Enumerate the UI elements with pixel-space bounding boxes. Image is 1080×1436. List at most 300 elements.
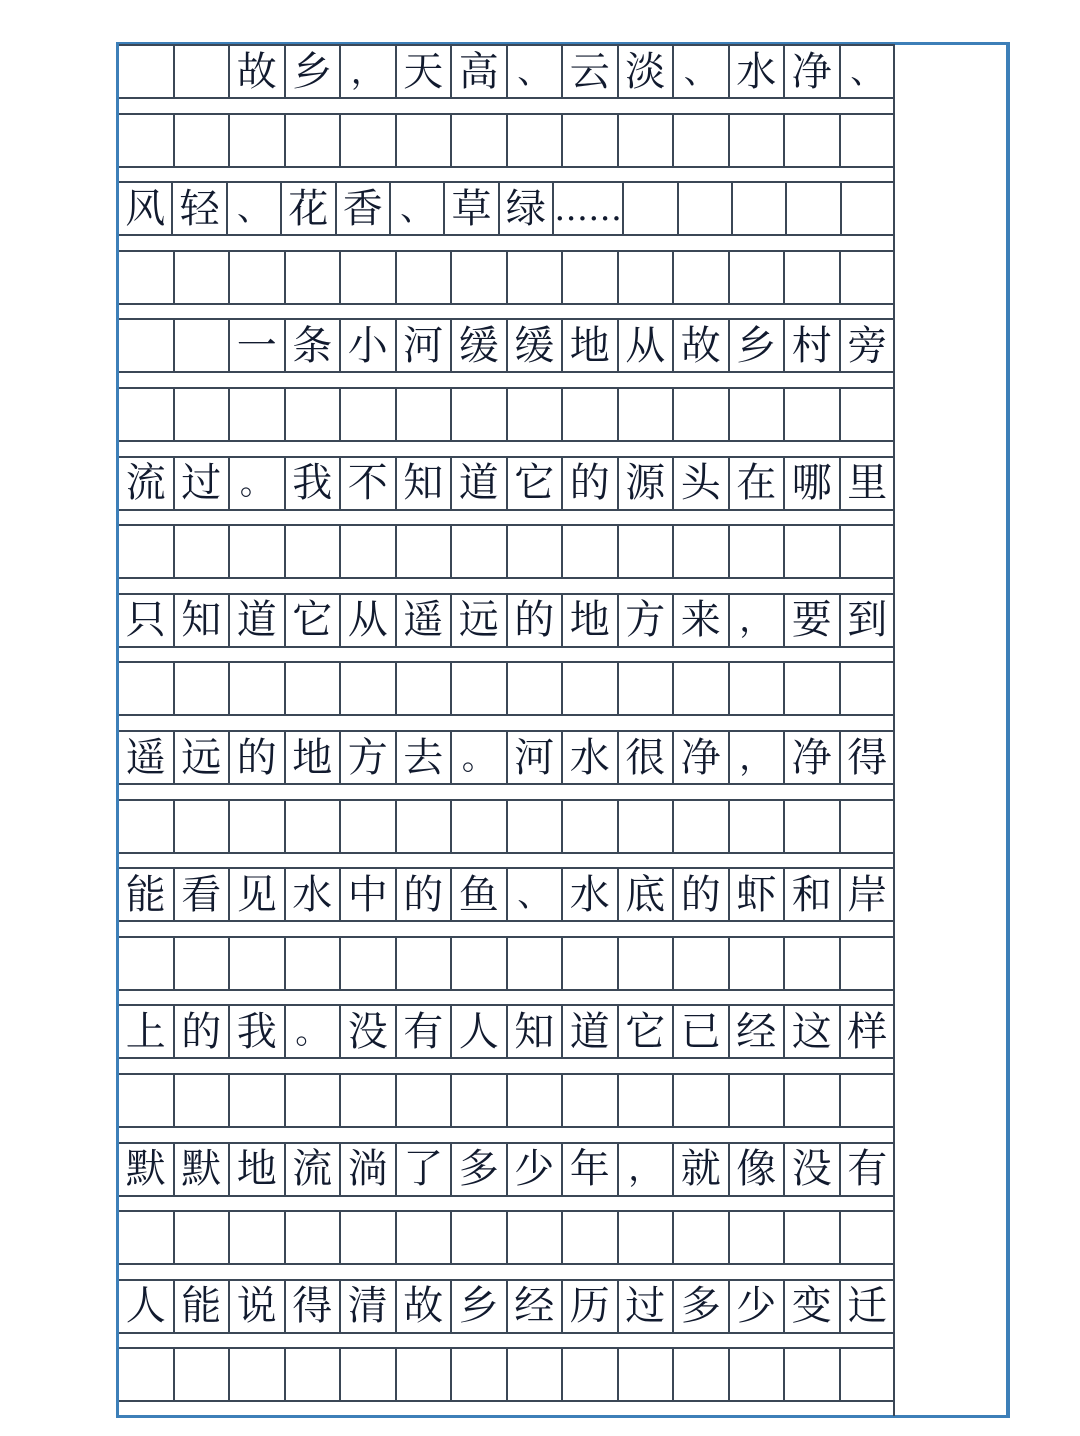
grid-cell (286, 252, 342, 303)
handwritten-character: 水 (563, 732, 619, 783)
grid-cell (286, 115, 342, 166)
grid-cell (286, 938, 342, 989)
grid-cell (230, 1075, 286, 1126)
blank-row (119, 799, 894, 854)
grid-cell (230, 115, 286, 166)
grid-cell (341, 1075, 397, 1126)
handwritten-character: 小 (341, 320, 397, 371)
grid-cell (563, 252, 619, 303)
grid-cell (175, 938, 231, 989)
handwritten-character: 源 (619, 458, 675, 509)
grid-cell (563, 1212, 619, 1263)
grid-cell (785, 526, 841, 577)
grid-cell (397, 1349, 453, 1400)
text-row (119, 318, 894, 373)
handwritten-character: 道 (230, 595, 286, 646)
handwritten-character: 淡 (619, 46, 675, 97)
grid-cell (175, 1075, 231, 1126)
grid-cell (230, 801, 286, 852)
handwritten-character: 已 (674, 1006, 730, 1057)
handwritten-character: 它 (619, 1006, 675, 1057)
grid-cell (230, 663, 286, 714)
grid-cell (175, 526, 231, 577)
grid-cell (119, 115, 175, 166)
grid-cell (841, 1212, 895, 1263)
handwritten-character: 看 (175, 869, 231, 920)
grid-cell (508, 938, 564, 989)
grid-cell (841, 1075, 895, 1126)
handwritten-character: 从 (341, 595, 397, 646)
grid-cell (341, 389, 397, 440)
grid-cell (397, 252, 453, 303)
blank-row (119, 1347, 894, 1402)
handwritten-character: 很 (619, 732, 675, 783)
grid-cell (733, 183, 787, 234)
grid-cell (730, 1349, 786, 1400)
grid-cell (397, 389, 453, 440)
grid-cell (563, 663, 619, 714)
grid-cell (619, 389, 675, 440)
handwritten-character: 知 (508, 1006, 564, 1057)
grid-cell (563, 115, 619, 166)
handwritten-character: 默 (119, 1144, 175, 1195)
grid-cell (508, 663, 564, 714)
grid-cell (452, 663, 508, 714)
handwritten-character: 经 (508, 1281, 564, 1332)
handwritten-character: 哪 (785, 458, 841, 509)
blank-row (119, 387, 894, 442)
grid-cell (508, 1075, 564, 1126)
handwritten-character: 人 (452, 1006, 508, 1057)
handwritten-character: 有 (397, 1006, 453, 1057)
handwritten-character: 要 (785, 595, 841, 646)
handwritten-character: 过 (619, 1281, 675, 1332)
grid-cell (674, 1212, 730, 1263)
handwritten-character: 、 (508, 46, 564, 97)
handwritten-character: 过 (175, 458, 231, 509)
grid-cell (119, 1349, 175, 1400)
handwritten-character: 少 (730, 1281, 786, 1332)
grid-cell (674, 801, 730, 852)
text-row (119, 44, 894, 99)
blank-row (119, 936, 894, 991)
handwritten-character: 。 (452, 732, 508, 783)
handwritten-character: 迁 (847, 1283, 888, 1330)
blank-row (119, 524, 894, 579)
handwritten-character: 远 (175, 732, 231, 783)
handwritten-character: 得 (286, 1281, 342, 1332)
handwritten-character: 缓 (508, 320, 564, 371)
handwritten-character: 像 (730, 1144, 786, 1195)
grid-cell (841, 526, 895, 577)
grid-cell (563, 938, 619, 989)
grid-cell (119, 938, 175, 989)
grid-cell (286, 526, 342, 577)
grid-cell (508, 526, 564, 577)
handwritten-character: 道 (452, 458, 508, 509)
grid-cell (508, 1349, 564, 1400)
handwritten-character: 头 (674, 458, 730, 509)
grid-cell (341, 526, 397, 577)
handwritten-character: 道 (563, 1006, 619, 1057)
grid-cell (563, 526, 619, 577)
handwritten-character: 能 (175, 1281, 231, 1332)
grid-cell (175, 320, 231, 371)
handwritten-character: 香 (337, 183, 391, 234)
grid-cell (341, 938, 397, 989)
grid-cell (175, 252, 231, 303)
grid-cell (230, 526, 286, 577)
blank-row (119, 1073, 894, 1128)
handwritten-character: 这 (785, 1006, 841, 1057)
grid-cell (397, 1212, 453, 1263)
handwritten-character: 故 (674, 320, 730, 371)
grid-cell (175, 389, 231, 440)
handwritten-character: 远 (452, 595, 508, 646)
handwritten-character: 高 (452, 46, 508, 97)
grid-cell (508, 115, 564, 166)
grid-cell (286, 1349, 342, 1400)
handwritten-character: 虾 (730, 869, 786, 920)
grid-cell (175, 663, 231, 714)
grid-cell (397, 801, 453, 852)
grid-cell (674, 115, 730, 166)
handwritten-character: 就 (674, 1144, 730, 1195)
blank-row (119, 250, 894, 305)
handwritten-character: 故 (397, 1281, 453, 1332)
grid-cell (341, 115, 397, 166)
grid-cell (619, 938, 675, 989)
grid-cell (397, 663, 453, 714)
grid-cell (452, 526, 508, 577)
handwritten-character: …… (554, 183, 624, 234)
grid-cell (452, 801, 508, 852)
handwritten-character: 只 (119, 595, 175, 646)
grid-cell (119, 1212, 175, 1263)
handwritten-character: 条 (286, 320, 342, 371)
text-row (119, 456, 894, 511)
handwritten-character: 得 (847, 734, 888, 781)
handwritten-character: 水 (563, 869, 619, 920)
grid-cell (619, 1212, 675, 1263)
handwritten-character: 遥 (119, 732, 175, 783)
blank-row (119, 113, 894, 168)
blank-row (119, 1210, 894, 1265)
handwritten-character: 历 (563, 1281, 619, 1332)
grid-cell (619, 801, 675, 852)
grid-cell (841, 115, 895, 166)
grid-cell (286, 1075, 342, 1126)
text-row (119, 1142, 894, 1197)
handwritten-character: 知 (175, 595, 231, 646)
handwritten-character: 天 (397, 46, 453, 97)
text-row (119, 730, 894, 785)
handwritten-character: 河 (508, 732, 564, 783)
grid-cell (286, 801, 342, 852)
grid-cell (563, 1075, 619, 1126)
handwritten-character: 遥 (397, 595, 453, 646)
text-row (119, 1279, 894, 1334)
handwritten-character: 风 (119, 183, 173, 234)
handwritten-character: 它 (286, 595, 342, 646)
grid-cell (674, 252, 730, 303)
grid-cell (787, 183, 841, 234)
grid-cell (730, 1075, 786, 1126)
handwritten-character: 经 (730, 1006, 786, 1057)
handwritten-character: 河 (397, 320, 453, 371)
grid-cell (230, 1349, 286, 1400)
grid-cell (674, 663, 730, 714)
handwritten-character: 和 (785, 869, 841, 920)
grid-cell (674, 1075, 730, 1126)
grid-cell (563, 389, 619, 440)
handwritten-character: 缓 (452, 320, 508, 371)
handwritten-character: 旁 (847, 322, 888, 369)
grid-cell (119, 252, 175, 303)
handwritten-character: 地 (286, 732, 342, 783)
handwritten-character: 流 (119, 458, 175, 509)
handwritten-character: 一 (230, 320, 286, 371)
grid-cell (119, 1075, 175, 1126)
grid-cell (175, 1349, 231, 1400)
grid-cell (397, 938, 453, 989)
grid-cell (341, 1349, 397, 1400)
grid-cell (619, 526, 675, 577)
handwritten-character: 了 (397, 1144, 453, 1195)
grid-cell (341, 801, 397, 852)
grid-cell (730, 389, 786, 440)
handwritten-character: 净 (785, 732, 841, 783)
handwritten-character: 绿 (500, 183, 554, 234)
grid-cell (452, 938, 508, 989)
grid-cell (674, 938, 730, 989)
handwritten-character: 多 (452, 1144, 508, 1195)
handwritten-character: 地 (230, 1144, 286, 1195)
grid-cell (341, 663, 397, 714)
grid-cell (619, 1075, 675, 1126)
grid-cell (785, 938, 841, 989)
grid-cell (452, 1349, 508, 1400)
handwritten-character: ， (619, 1144, 675, 1195)
handwritten-character: 到 (847, 597, 888, 644)
handwritten-character: 我 (230, 1006, 286, 1057)
grid-cell (286, 389, 342, 440)
grid-cell (452, 1212, 508, 1263)
handwritten-character: ， (730, 732, 786, 783)
handwritten-character: 从 (619, 320, 675, 371)
handwritten-character: 岸 (847, 871, 888, 918)
handwritten-character: 清 (341, 1281, 397, 1332)
grid-cell (175, 1212, 231, 1263)
grid-cell (397, 526, 453, 577)
handwritten-character: 、 (508, 869, 564, 920)
grid-cell (286, 1212, 342, 1263)
handwritten-character: 流 (286, 1144, 342, 1195)
handwritten-character: 云 (563, 46, 619, 97)
grid-cell (624, 183, 678, 234)
grid-cell (730, 663, 786, 714)
handwritten-character: 不 (341, 458, 397, 509)
handwritten-character: 默 (175, 1144, 231, 1195)
grid-cell (785, 115, 841, 166)
handwritten-character: 的 (674, 869, 730, 920)
grid-cell (119, 46, 175, 97)
grid-cell (119, 526, 175, 577)
handwritten-character: 地 (563, 595, 619, 646)
handwritten-character: 的 (563, 458, 619, 509)
grid-cell (286, 663, 342, 714)
handwritten-character: 水 (730, 46, 786, 97)
grid-cell (563, 1349, 619, 1400)
handwritten-character: 年 (563, 1144, 619, 1195)
text-row (119, 1004, 894, 1059)
grid-cell (230, 1212, 286, 1263)
handwritten-character: 少 (508, 1144, 564, 1195)
grid-cell (175, 115, 231, 166)
grid-cell (230, 389, 286, 440)
grid-cell (730, 526, 786, 577)
text-row (119, 181, 894, 236)
grid-cell (619, 663, 675, 714)
grid-cell (785, 1075, 841, 1126)
handwritten-character: 的 (508, 595, 564, 646)
grid-cell (619, 115, 675, 166)
handwritten-character: 多 (674, 1281, 730, 1332)
grid-cell (619, 252, 675, 303)
handwritten-character: 轻 (173, 183, 227, 234)
grid-cell (785, 389, 841, 440)
grid-cell (119, 801, 175, 852)
grid-cell (730, 252, 786, 303)
handwritten-character: 变 (785, 1281, 841, 1332)
handwritten-character: 里 (847, 460, 888, 507)
handwritten-character: 去 (397, 732, 453, 783)
grid-cell (841, 663, 895, 714)
grid-cell (563, 801, 619, 852)
handwritten-character: 知 (397, 458, 453, 509)
handwritten-character: 能 (119, 869, 175, 920)
grid-cell (730, 938, 786, 989)
handwritten-character: 乡 (730, 320, 786, 371)
handwritten-character: 净 (674, 732, 730, 783)
handwritten-character: 乡 (452, 1281, 508, 1332)
grid-cell (841, 801, 895, 852)
handwritten-character: 鱼 (452, 869, 508, 920)
grid-cell (842, 183, 894, 234)
grid-cell (508, 1212, 564, 1263)
handwritten-character: 乡 (286, 46, 342, 97)
handwritten-character: 水 (286, 869, 342, 920)
grid-cell (397, 1075, 453, 1126)
grid-cell (674, 389, 730, 440)
grid-cell (679, 183, 733, 234)
grid-cell (341, 252, 397, 303)
grid-cell (730, 801, 786, 852)
handwritten-character: ， (341, 46, 397, 97)
handwritten-character: 在 (730, 458, 786, 509)
grid-cell (785, 252, 841, 303)
grid-cell (785, 663, 841, 714)
handwritten-character: 、 (850, 51, 885, 92)
grid-cell (841, 389, 895, 440)
text-row (119, 593, 894, 648)
handwritten-character: 说 (230, 1281, 286, 1332)
grid-cell (341, 1212, 397, 1263)
grid-cell (730, 115, 786, 166)
handwritten-character: 我 (286, 458, 342, 509)
handwritten-character: 净 (785, 46, 841, 97)
grid-cell (230, 252, 286, 303)
blank-row (119, 661, 894, 716)
handwritten-character: 的 (230, 732, 286, 783)
handwritten-character: 地 (563, 320, 619, 371)
handwritten-character: 人 (119, 1281, 175, 1332)
grid-cell (785, 1349, 841, 1400)
grid-cell (508, 801, 564, 852)
grid-cell (674, 526, 730, 577)
grid-cell (730, 1212, 786, 1263)
grid-cell (841, 1349, 895, 1400)
handwritten-character: 没 (341, 1006, 397, 1057)
grid-cell (508, 252, 564, 303)
grid-cell (841, 938, 895, 989)
handwritten-character: ， (730, 595, 786, 646)
handwritten-character: 有 (847, 1146, 888, 1193)
handwritten-character: 淌 (341, 1144, 397, 1195)
handwritten-character: 、 (228, 183, 282, 234)
grid-cell (785, 801, 841, 852)
handwritten-character: 它 (508, 458, 564, 509)
grid-cell (119, 320, 175, 371)
handwritten-character: 没 (785, 1144, 841, 1195)
handwritten-character: 故 (230, 46, 286, 97)
grid-cell (119, 389, 175, 440)
handwritten-character: 、 (674, 46, 730, 97)
handwritten-character: 的 (397, 869, 453, 920)
handwritten-character: 方 (619, 595, 675, 646)
handwritten-character: 样 (847, 1008, 888, 1055)
handwritten-character: 方 (341, 732, 397, 783)
handwritten-character: 。 (230, 458, 286, 509)
grid-cell (452, 115, 508, 166)
handwritten-character: 来 (674, 595, 730, 646)
grid-cell (230, 938, 286, 989)
handwritten-character: 。 (286, 1006, 342, 1057)
grid-cell (619, 1349, 675, 1400)
grid-cell (508, 389, 564, 440)
handwritten-character: 草 (445, 183, 499, 234)
grid-cell (452, 389, 508, 440)
handwritten-character: 上 (119, 1006, 175, 1057)
handwritten-character: 花 (282, 183, 336, 234)
grid-cell (674, 1349, 730, 1400)
grid-cell (452, 252, 508, 303)
handwritten-character: 中 (341, 869, 397, 920)
handwritten-character: 、 (391, 183, 445, 234)
grid-cell (119, 663, 175, 714)
grid-cell (175, 46, 231, 97)
handwritten-character: 的 (175, 1006, 231, 1057)
text-row (119, 867, 894, 922)
grid-cell (841, 252, 895, 303)
grid-cell (785, 1212, 841, 1263)
grid-cell (175, 801, 231, 852)
grid-cell (452, 1075, 508, 1126)
handwritten-character: 见 (230, 869, 286, 920)
grid-cell (397, 115, 453, 166)
handwritten-character: 底 (619, 869, 675, 920)
handwritten-character: 村 (785, 320, 841, 371)
